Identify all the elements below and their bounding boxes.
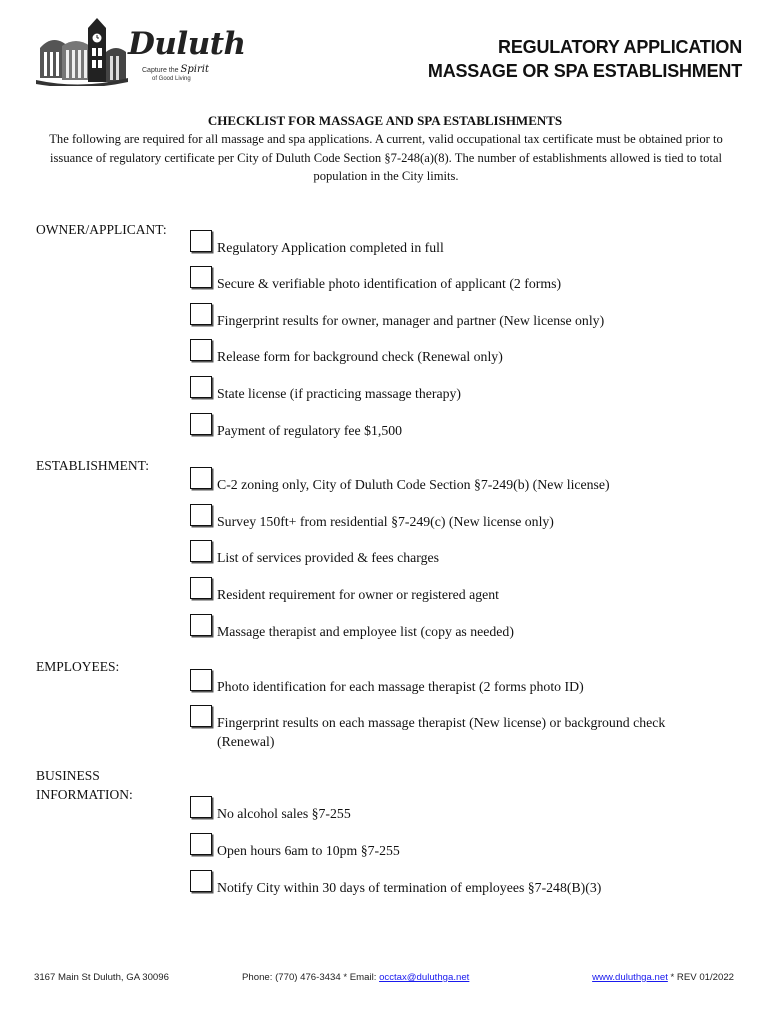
checkbox[interactable] [190, 230, 212, 252]
checkbox[interactable] [190, 796, 212, 818]
website-link[interactable]: www.duluthga.net [592, 972, 668, 983]
section-label-establishment: ESTABLISHMENT: [36, 458, 149, 473]
section-label-employees: EMPLOYEES: [36, 659, 120, 674]
checklist-item-text: Fingerprint results on each massage therapist (New license) or background check (Renewal) [217, 715, 666, 749]
checklist-item-text: C-2 zoning only, City of Duluth Code Section §7-249(b) (New license) [217, 477, 610, 492]
checklist-item-text: Payment of regulatory fee $1,500 [217, 423, 403, 438]
logo-tagline: Capture the Spirit [142, 64, 209, 75]
checkbox[interactable] [190, 504, 212, 526]
duluth-logo [36, 18, 246, 90]
checkbox[interactable] [190, 870, 212, 892]
checkbox[interactable] [190, 266, 212, 288]
logo-wordmark: Duluth [128, 26, 246, 62]
checklist-item-text: Secure & verifiable photo identification of applicant (2 forms) [217, 276, 562, 291]
checkbox[interactable] [190, 376, 212, 398]
checkbox[interactable] [190, 577, 212, 599]
checkbox[interactable] [190, 705, 212, 727]
checkbox[interactable] [190, 413, 212, 435]
checklist-item-text: Regulatory Application completed in full [217, 240, 444, 255]
checklist-item-text: Massage therapist and employee list (copy as needed) [217, 624, 514, 639]
section-label-owner: OWNER/APPLICANT: [36, 222, 167, 237]
section-label-business: BUSINESS INFORMATION: [36, 768, 133, 802]
checkbox[interactable] [190, 303, 212, 325]
checkbox[interactable] [190, 467, 212, 489]
checkbox[interactable] [190, 614, 212, 636]
checklist-item-text: Open hours 6am to 10pm §7-255 [217, 843, 400, 858]
checklist-item-text: Release form for background check (Renewal only) [217, 349, 503, 364]
checklist-item-text: Fingerprint results for owner, manager and partner (New license only) [217, 313, 605, 328]
checklist-item-text: List of services provided & fees charges [217, 550, 439, 565]
page-title-line2: MASSAGE OR SPA ESTABLISHMENT [427, 61, 742, 81]
checklist-item-text: Notify City within 30 days of termination of employees §7-248(B)(3) [217, 880, 602, 895]
checkbox[interactable] [190, 833, 212, 855]
checkbox[interactable] [190, 339, 212, 361]
footer-address: 3167 Main St Duluth, GA 30096 [34, 972, 169, 983]
checklist-item-text: State license (if practicing massage therapy) [217, 386, 462, 401]
checklist-item-text: Photo identification for each massage therapist (2 forms photo ID) [217, 679, 584, 694]
city-hall-logo-icon [36, 18, 128, 86]
checklist-item-text: Survey 150ft+ from residential §7-249(c) (New license only) [217, 514, 554, 529]
checkbox[interactable] [190, 540, 212, 562]
footer-website: www.duluthga.net * REV 01/2022 [592, 972, 734, 983]
checklist-intro: The following are required for all massage and spa applications. A current, valid occupational tax certificate must be obtained prior to issuance of regulatory certificate per City of Duluth Code Section §7-248(a)(8). The number of establishments allowed is tied to total population in the City limits. [49, 132, 723, 183]
page-title-line1: REGULATORY APPLICATION [498, 37, 742, 57]
footer-contact: Phone: (770) 476-3434 * Email: occtax@duluthga.net [242, 972, 470, 983]
checkbox[interactable] [190, 669, 212, 691]
checklist-item-text: No alcohol sales §7-255 [217, 806, 351, 821]
checklist-item-text: Resident requirement for owner or registered agent [217, 587, 499, 602]
checklist-heading: CHECKLIST FOR MASSAGE AND SPA ESTABLISHMENTS [207, 113, 563, 128]
email-link[interactable]: occtax@duluthga.net [379, 972, 470, 983]
logo-tagline-suffix: of Good Living [152, 76, 191, 82]
